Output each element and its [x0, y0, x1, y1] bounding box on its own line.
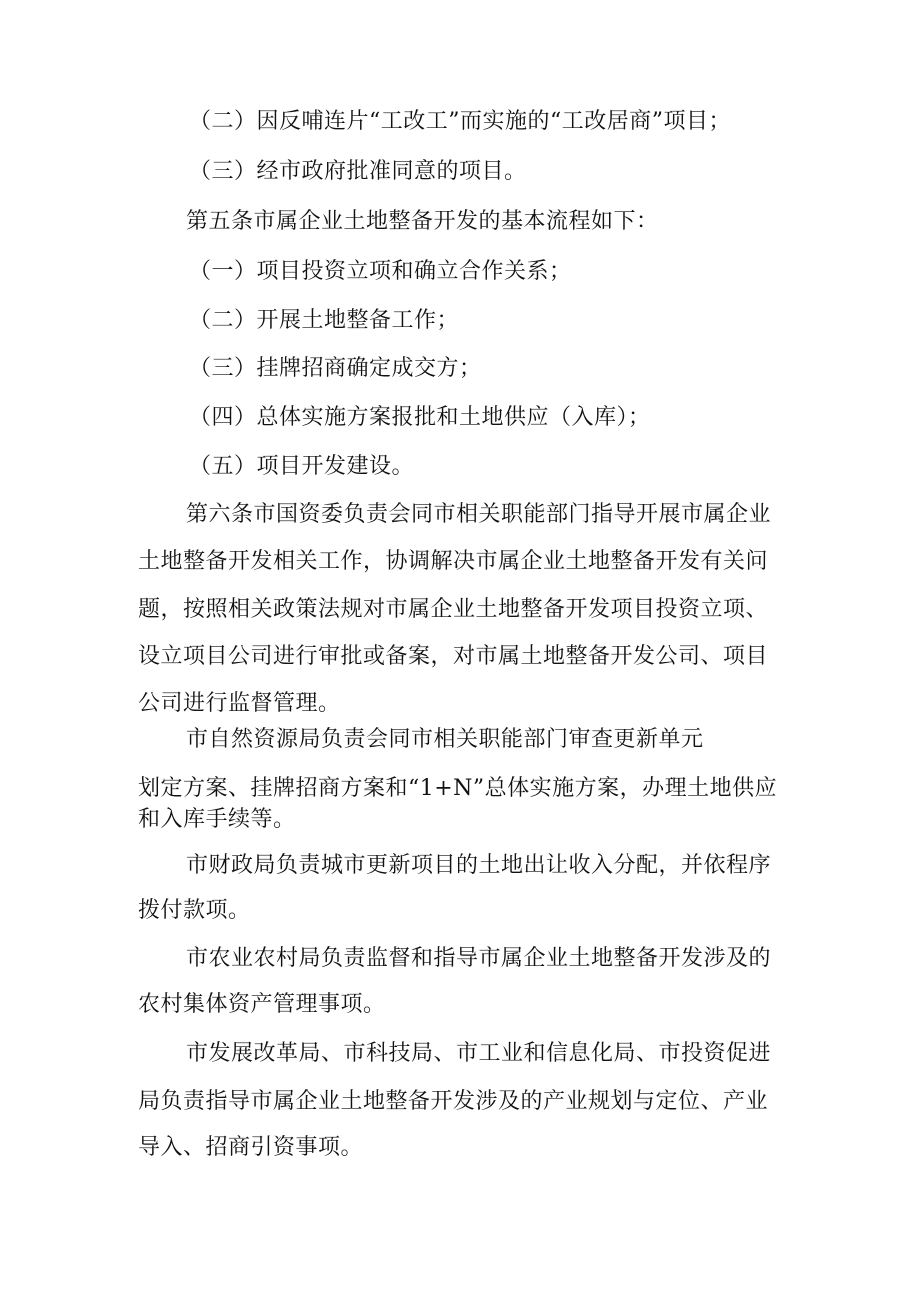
text-line-18: 拨付款项。: [138, 898, 251, 923]
text-line-20: 农村集体资产管理事项。: [138, 992, 386, 1017]
text-line-10: 土地整备开发相关工作，协调解决市属企业土地整备开发有关问: [138, 549, 769, 574]
text-line-5: （二）开展土地整备工作；: [189, 308, 460, 333]
text-line-6: （三）挂牌招商确定成交方；: [189, 356, 482, 381]
text-line-7: （四）总体实施方案报批和土地供应（入库）；: [189, 405, 651, 430]
text-line-21: 市发展改革局、市科技局、市工业和信息化局、市投资促进: [186, 1041, 772, 1066]
text-line-9: 第六条市国资委负责会同市相关职能部门指导开展市属企业: [186, 502, 772, 527]
text-line-16: 和入库手续等。: [138, 807, 296, 832]
text-line-12: 设立项目公司进行审批或备案，对市属土地整备开发公司、项目: [138, 644, 769, 669]
text-line-1: （二）因反哺连片“工改工”而实施的“工改居商”项目；: [189, 109, 731, 134]
text-line-3: 第五条市属企业土地整备开发的基本流程如下：: [186, 209, 659, 234]
text-line-13: 公司进行监督管理。: [138, 691, 341, 716]
text-line-23: 导入、招商引资事项。: [138, 1135, 364, 1160]
text-line-15: 划定方案、挂牌招商方案和“1+N”总体实施方案，办理土地供应: [138, 776, 778, 801]
text-line-19: 市农业农村局负责监督和指导市属企业土地整备开发涉及的: [186, 946, 772, 971]
text-line-11: 题，按照相关政策法规对市属企业土地整备开发项目投资立项、: [138, 597, 769, 622]
text-line-14: 市自然资源局负责会同市相关职能部门审查更新单元: [186, 727, 704, 752]
text-line-4: （一）项目投资立项和确立合作关系；: [189, 259, 572, 284]
text-line-8: （五）项目开发建设。: [189, 454, 415, 479]
text-line-22: 局负责指导市属企业土地整备开发涉及的产业规划与定位、产业: [138, 1089, 769, 1114]
text-line-17: 市财政局负责城市更新项目的土地出让收入分配，并依程序: [186, 853, 772, 878]
text-line-2: （三）经市政府批准同意的项目。: [189, 159, 527, 184]
